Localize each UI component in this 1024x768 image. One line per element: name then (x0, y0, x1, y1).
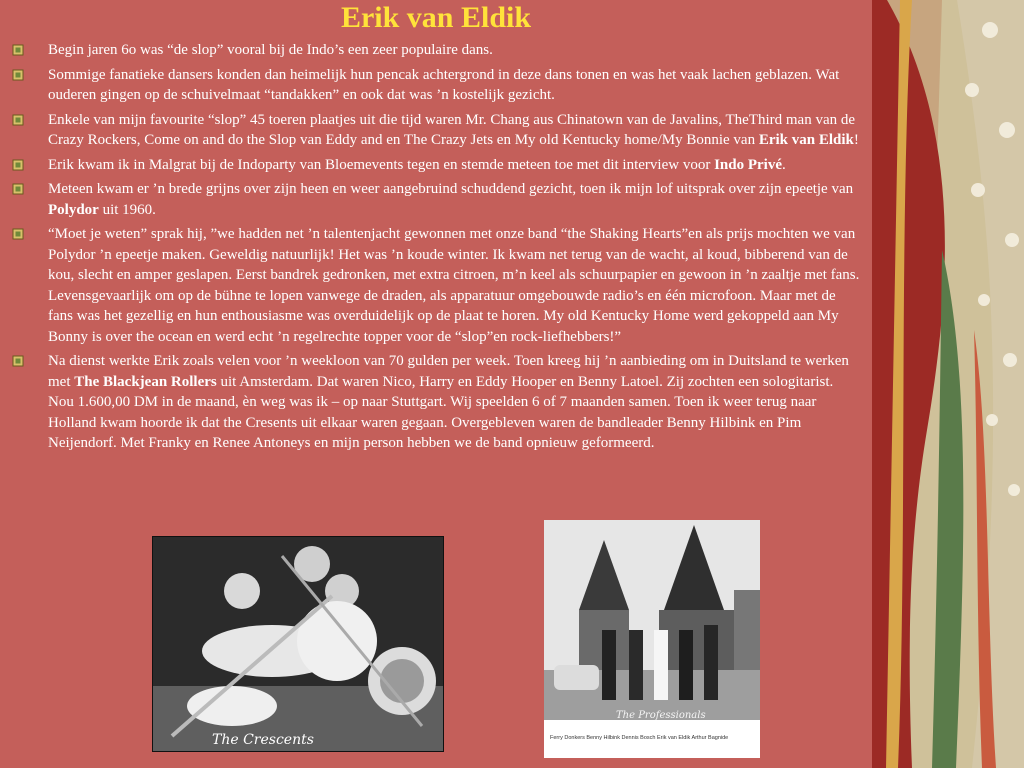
bullet-paragraph (8, 155, 860, 176)
paragraph-text: Na dienst werkte Erik zoals velen voor ’n weekloon van 70 gulden per week. Toen kreeg hij ’n aanbieding om in Duitsland te werken met (48, 353, 849, 390)
paragraph-text: “Moet je weten” sprak hij, ”we hadden net ’n talentenjacht gewonnen met onze band “the Shaking Hearts”en als prijs mochten we van Polydor ’n epeetje maken. Geweldig natuurlijk! Het was ’n koude winter. Ik kwam net terug van de wacht, al koud, bibberend van de kou, slecht en amper geslapen. Eerst bandrek gedronken, met extra citroen, m’n keel als schuurpapier en gewoon in ’n zaaltje met fans. Levensgevaarlijk om op de bühne te lopen vanwege de draden, als apparatuur omgebouwde radio’s en één microfoon. Maar met de fans was het gezellig en hun enthousiasme was overduidelijk op de plaat te horen. My old Kentucky Home werd gekoppeld aan My Bonny is over the ocean en werd echt ’n regelrechte topper voor de “slop”en rock-liefhebbers!” (48, 226, 860, 345)
left-photo-caption: The Crescents (212, 732, 314, 748)
paragraph-text: uit 1960. (98, 201, 156, 218)
bullet-icon (12, 355, 24, 367)
bullet-icon (12, 69, 24, 81)
right-photo-caption: The Professionals (616, 710, 706, 721)
bullet-paragraph (8, 110, 860, 151)
band-photo-crescents-image (152, 536, 444, 752)
band-photo-crescents (152, 536, 444, 752)
text-content (8, 40, 860, 458)
decorative-fabric (872, 0, 1024, 768)
bullet-icon (12, 183, 24, 195)
bullet-paragraph (8, 351, 860, 454)
paragraph-text: . (782, 156, 786, 173)
bullet-icon (12, 159, 24, 171)
bullet-icon (12, 44, 24, 56)
paragraph-text: Erik kwam ik in Malgrat bij de Indoparty van Bloemevents tegen en stemde meteen toe met dit interview voor (48, 156, 715, 173)
bullet-list (8, 40, 860, 454)
decorative-side-panel (872, 0, 1024, 768)
bullet-paragraph (8, 224, 860, 347)
paragraph-text: Enkele van mijn favourite “slop” 45 toeren plaatjes uit die tijd waren Mr. Chang aus Chinatown van de Javalins, TheThird man van de Crazy Rockers, Come on and do the Slop van Eddy and en The Crazy Jets en My old Kentucky home/My Bonnie van (48, 111, 856, 148)
paragraph-text: ! (853, 132, 859, 148)
bullet-icon (12, 114, 24, 126)
bullet-icon (12, 228, 24, 240)
right-photo-names: Ferry Donkers Benny Hilbink Dennis Bosch Erik van Eldik Arthur Bagnide (550, 735, 729, 741)
paragraph-text: Meteen kwam er ’n brede grijns over zijn heen en weer aangebruind schuddend gezicht, toen ik mijn lof uitsprak over zijn epeetje van (48, 181, 854, 197)
bold-text: Polydor (48, 201, 99, 218)
bold-text: Erik van Eldik (758, 132, 854, 148)
bullet-paragraph (8, 40, 860, 61)
paragraph-text: uit Amsterdam. Dat waren Nico, Harry en Eddy Hooper en Benny Latoel. Zij zochten een sologitarist. Nou 1.600,00 DM in de maand, èn weg was ik – op naar Stuttgart. Wij speelden 6 of 7 maanden samen. Toen ik weer terug naar Holland kwam hoorde ik dat the Cresents uit elkaar waren gegaan. Overgebleven waren de bandleader Benny Hilbink en Pim Neijendorf. Met Franky en Renee Antoneys en mijn person hebben we de band opnieuw geformeerd. (48, 373, 834, 451)
bullet-paragraph (8, 179, 860, 220)
paragraph-text: Begin jaren 6o was “de slop” vooral bij de Indo’s een zeer populaire dans. (48, 42, 493, 58)
bold-text: Indo Privé (714, 156, 782, 173)
page-title: Erik van Eldik (340, 1, 532, 34)
band-photo-professionals-image (544, 520, 760, 758)
bullet-paragraph (8, 65, 860, 106)
bold-text: The Blackjean Rollers (74, 373, 217, 390)
paragraph-text: Sommige fanatieke dansers konden dan heimelijk hun pencak achtergrond in deze dans tonen en was het vaak lachen geblazen. Wat ouderen gingen op de schuivelmaat “tandakken” en ook dat was ’n kostelijk gezicht. (48, 66, 840, 103)
band-photo-professionals (544, 520, 760, 758)
